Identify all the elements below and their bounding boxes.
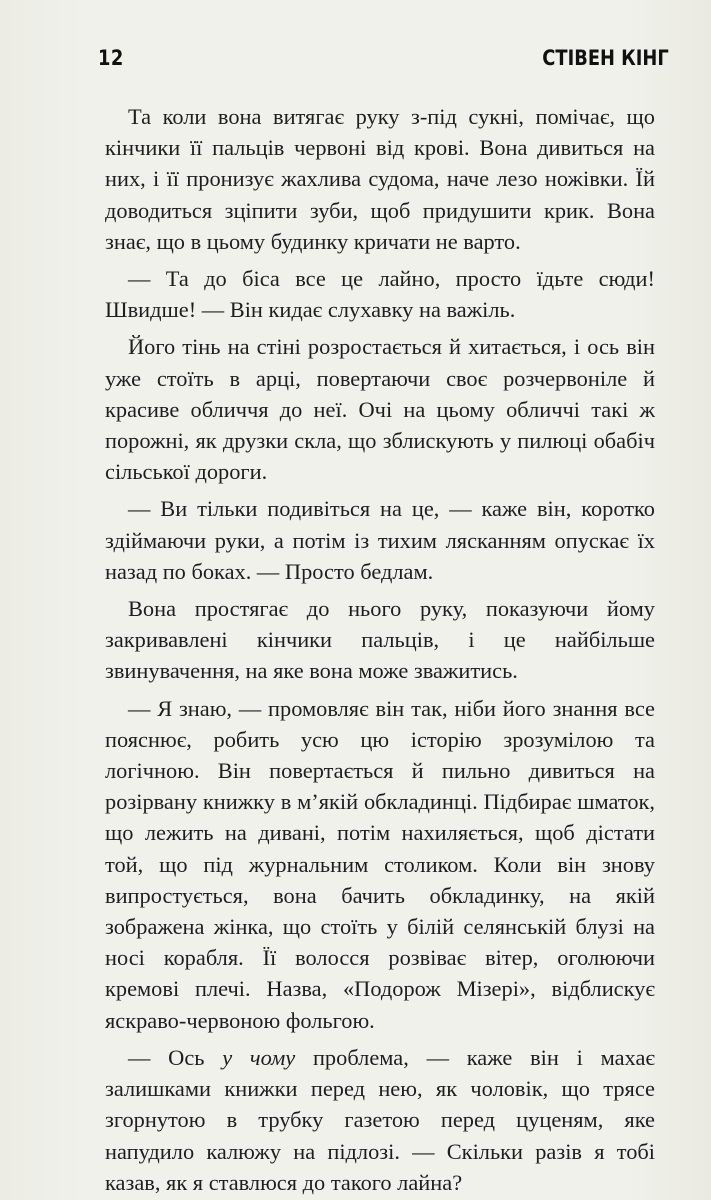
paragraph: — Та до біса все це лайно, просто їдьте сюди! Швидше! — Він кидає слухавку на важіль. [105, 266, 655, 323]
body-text [105, 101, 655, 1198]
paragraph: Його тінь на стіні розростається й хитається, і ось він уже стоїть в арці, повертаючи своє розчервоніле й красиве обличчя до неї. Очі на цьому обличчі такі ж порожні, як друзки скла, що зблискують у пилюці обабіч сільської дороги. [105, 334, 655, 485]
page-number: 12 [98, 46, 124, 70]
running-head-author: СТІВЕН КІНГ [542, 46, 669, 70]
paragraph-text-before: — Ось [128, 1044, 223, 1070]
paragraph: — Ви тільки подивіться на це, — каже він, коротко здіймаючи руки, а потім із тихим лясканням опускає їх назад по боках. — Просто бедлам. [105, 496, 655, 584]
paragraph-emphasis: у чому [222, 1044, 296, 1070]
paragraph: Вона простягає до нього руку, показуючи йому закривавлені кінчики пальців, і це найбільше звинувачення, на яке вона може зважитись. [105, 596, 655, 684]
paragraph: — Я знаю, — промовляє він так, ніби його знання все пояснює, робить усю цю історію зрозумілою та логічною. Він повертається й пильно дивиться на розірвану книжку в м’якій обкладинці. Підбирає шматок, що лежить на дивані, потім нахиляється, щоб дістати той, що під журнальним столиком. Коли він знову випростується, вона бачить обкладинку, на якій зображена жінка, що стоїть у білій селянській блузі на носі корабля. Її волосся розвіває вітер, оголюючи кремові плечі. Назва, «Подорож Мізері», відблискує яскраво-червоною фольгою. [105, 695, 655, 1033]
page-header [98, 46, 669, 76]
paragraph [105, 1042, 655, 1198]
paragraph-text-after: проблема, — каже він і махає залишками книжки перед нею, як чоловік, що трясе згорнутою в трубку газетою перед цуценям, яке напудило калюжу на підлозі. — Скільки разів я тобі казав, як я ставлюся до такого лайна? [105, 1044, 655, 1195]
paragraph: Та коли вона витягає руку з-під сукні, помічає, що кінчики її пальців червоні від крові. Вона дивиться на них, і її пронизує жахлива судома, наче лезо ножівки. Їй доводиться зціпити зуби, щоб придушити крик. Вона знає, що в цьому будинку кричати не варто. [105, 104, 655, 254]
